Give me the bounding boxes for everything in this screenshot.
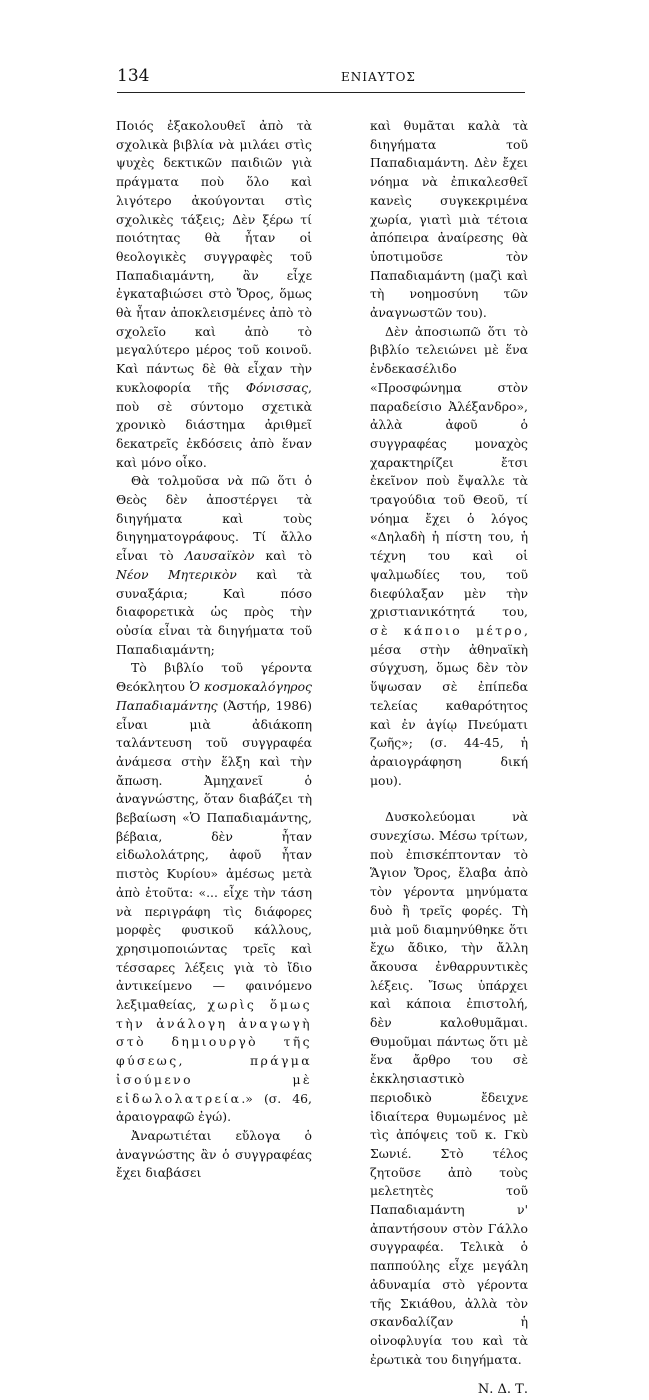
page-number: 134	[117, 66, 150, 86]
paragraph: Θὰ τολμοῦσα νὰ πῶ ὅτι ὁ Θεὸς δὲν ἀποστέργει τὰ διηγήματα καὶ τοὺς διηγηματογράφους. Τί ἄλλο εἶναι τὸ Λαυσαϊκὸν καὶ τὸ Νέον Μητερικὸν καὶ τὰ συναξάρια; Καὶ πόσο διαφορετικὰ ὡς πρὸς τὴν οὐσία εἶναι τὰ διηγήματα τοῦ Παπαδιαμάντη;	[116, 473, 312, 657]
header-rule	[117, 92, 525, 93]
section-gap	[370, 790, 528, 808]
paragraph: Ἀναρωτιέται εὔλογα ὁ ἀναγνώστης ἂν ὁ συγγραφέας ἔχει διαβάσει	[116, 1127, 312, 1181]
paragraph: Δυσκολεύομαι νὰ συνεχίσω. Μέσω τρίτων, ποὺ ἐπισκέπτονταν τὸ Ἅγιον Ὄρος, ἔλαβα ἀπὸ τὸν γέροντα μηνύματα δυὸ ἢ τρεῖς φορές. Τὴ μιὰ μοῦ διαμηνύθηκε ὅτι ἔχω ἄδικο, τὴν ἄλλη ἄκουσα ἐνθαρρυντικὲς λέξεις. Ἴσως ὑπάρχει καὶ κάποια ἐπιστολή, δὲν καλοθυμᾶμαι. Θυμοῦμαι πάντως ὅτι μὲ ἕνα ἄρθρο του σὲ ἐκκλησιαστικὸ περιοδικὸ ἔδειχνε ἰδιαίτερα θυμωμένος μὲ τὶς ἀπόψεις τοῦ κ. Γκὺ Σωνιέ. Στὸ τέλος ζητοῦσε ἀπὸ τοὺς μελετητὲς τοῦ Παπαδιαμάντη ν' ἀπαντήσουν στὸν Γάλλο συγγραφέα. Τελικὰ ὁ παππούλης εἶχε μεγάλη ἀδυναμία στὸ γέροντα τῆς Σκιάθου, ἀλλὰ τὸν σκανδαλίζαν ἡ οἰνοφλυγία του καὶ τὰ ἐρωτικὰ του διηγήματα.	[370, 809, 528, 1367]
paragraph: καὶ θυμᾶται καλὰ τὰ διηγήματα τοῦ Παπαδιαμάντη. Δὲν ἔχει νόημα νὰ ἐπικαλεσθεῖ κανεὶς συγκεκριμένα χωρία, γιατὶ μιὰ τέτοια ἀπόπειρα ἀναίρεσης θὰ ὑποτιμοῦσε τὸν Παπαδιαμάντη (μαζὶ καὶ τὴ νοημοσύνη τῶν ἀναγνωστῶν του).	[370, 118, 528, 321]
paragraph: Τὸ βιβλίο τοῦ γέροντα Θεόκλητου Ὁ κοσμοκαλόγηρος Παπαδιαμάντης (Ἀστήρ, 1986) εἶναι μιὰ ἀδιάκοπη ταλάντευση τοῦ συγγραφέα ἀνάμεσα στὴν ἕλξη καὶ τὴν ἄπωση. Ἀμηχανεῖ ὁ ἀναγνώστης, ὅταν διαβάζει τὴ βεβαίωση «Ὁ Παπαδιαμάντης, βέβαια, δὲν ἦταν εἰδωλολάτρης, ἀφοῦ ἦταν πιστὸς Κυρίου» ἀμέσως μετὰ ἀπὸ ἐτοῦτα: «... εἶχε τὴν τάση νὰ περιγράφη τὶς διάφορες μορφὲς φυσικοῦ κάλλους, χρησιμοποιώντας τρεῖς καὶ τέσσαρες λέξεις γιὰ τὸ ἴδιο ἀντικείμενο — φαινόμενο λεξιμαθείας, χωρὶς ὅμως τὴν ἀνάλογη ἀναγωγὴ στὸ δημιουργὸ τῆς φύσεως, πράγμα ἰσούμενο μὲ εἰδωλολατρεία.» (σ. 46, ἀραιογραφῶ ἐγώ).	[116, 660, 312, 1125]
running-title: ΕΝΙΑΥΤΟΣ	[341, 70, 416, 84]
right-column	[370, 117, 528, 1400]
paragraph: Ποιός ἐξακολουθεῖ ἀπὸ τὰ σχολικὰ βιβλία νὰ μιλάει στὶς ψυχὲς δεκτικῶν παιδιῶν γιὰ πράγματα ποὺ ὅλο καὶ λιγότερο ἀκούγονται στὶς σχολικὲς τάξεις; Δὲν ξέρω τί ποιότητας θὰ ἦταν οἱ θεολογικὲς συγγραφὲς τοῦ Παπαδιαμάντη, ἂν εἶχε ἐγκαταβιώσει στὸ Ὄρος, ὅμως θὰ ἦταν ἀποκλεισμένες ἀπὸ τὸ σχολεῖο καὶ ἀπὸ τὸ μεγαλύτερο μέρος τοῦ κοινοῦ. Καὶ πάντως δὲ θὰ εἶχαν τὴν κυκλοφορία τῆς Φόνισσας, ποὺ σὲ σύντομο σχετικὰ χρονικὸ διάστημα ἀριθμεῖ δεκατρεῖς ἐκδόσεις ἀπὸ ἕναν καὶ μόνο οἶκο.	[116, 118, 312, 470]
left-column	[116, 117, 312, 1183]
paragraph: Δὲν ἀποσιωπῶ ὅτι τὸ βιβλίο τελειώνει μὲ ἕνα ἐνδεκασέλιδο «Προσφώνημα στὸν παραδείσιο Ἀλέξανδρο», ἀλλὰ ἀφοῦ ὁ συγγραφέας μοναχὸς χαρακτηρίζει ἔτσι ἐκεῖνον ποὺ ἔψαλλε τὰ τραγούδια τοῦ Θεοῦ, τί νόημα ἔχει ὁ λόγος «Δηλαδὴ ἡ πίστη του, ἡ τέχνη του καὶ οἱ ψαλμωδίες του, τοῦ διεφύλαξαν μὲν τὴν χριστιανικότητά του, σὲ κάποιο μέτρο, μέσα στὴν ἀθηναϊκὴ σύγχυση, ὅμως δὲν τὸν ὕψωσαν σὲ ἐπίπεδα τελείας καθαρότητος καὶ ἐν ἁγίῳ Πνεύματι ζωῆς»; (σ. 44-45, ἡ ἀραιογράφηση δική μου).	[370, 323, 528, 788]
author-signature: Ν. Δ. Τ.	[477, 1382, 528, 1398]
